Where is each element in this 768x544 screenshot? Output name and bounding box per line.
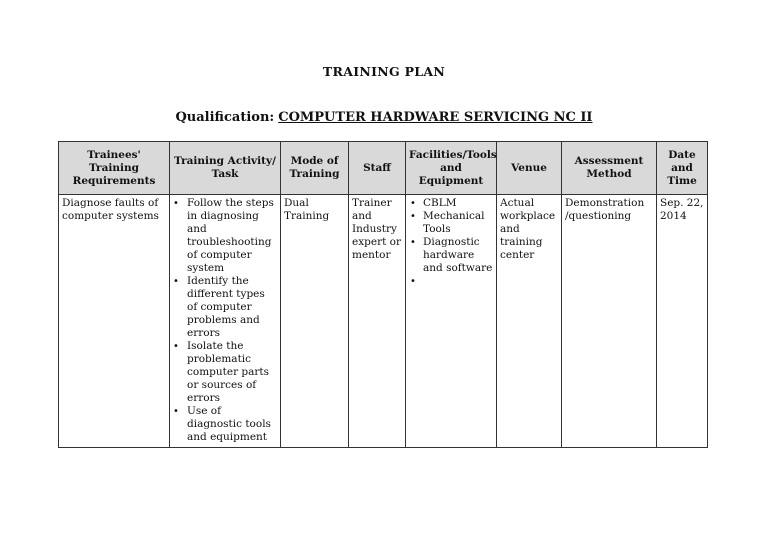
header-activity-line2: Task <box>211 168 239 180</box>
list-item: • Follow the steps in diagnosing and troubleshooting of computer system <box>187 197 277 275</box>
cell-venue: Actual workplace and training center <box>497 195 562 448</box>
header-staff: Staff <box>349 142 406 195</box>
list-item: • CBLM <box>423 197 493 210</box>
cell-facilities <box>406 195 497 448</box>
cell-staff: Trainer and Industry expert or mentor <box>349 195 406 448</box>
qualification-label: Qualification: <box>175 110 275 125</box>
header-row <box>59 142 708 195</box>
header-activity-line1: Training Activity/ <box>174 155 276 167</box>
qualification-line <box>0 110 768 125</box>
header-requirements: Trainees' Training Requirements <box>59 142 170 195</box>
list-item: • Diagnostic hardware and software <box>423 236 493 275</box>
header-activity <box>170 142 281 195</box>
cell-date: Sep. 22, 2014 <box>657 195 708 448</box>
training-plan-table <box>58 141 708 448</box>
header-date: Date and Time <box>657 142 708 195</box>
qualification-value: COMPUTER HARDWARE SERVICING NC II <box>278 110 593 125</box>
facilities-list <box>409 197 493 288</box>
table-row <box>59 195 708 448</box>
list-item <box>423 275 493 288</box>
cell-mode: Dual Training <box>281 195 349 448</box>
header-venue: Venue <box>497 142 562 195</box>
list-item: • Isolate the problematic computer parts or sources of errors <box>187 340 277 405</box>
list-item: • Mechanical Tools <box>423 210 493 236</box>
header-assessment: Assessment Method <box>562 142 657 195</box>
list-item: • Identify the different types of computer problems and errors <box>187 275 277 340</box>
header-mode: Mode of Training <box>281 142 349 195</box>
header-facilities: Facilities/Tools and Equipment <box>406 142 497 195</box>
cell-requirements: Diagnose faults of computer systems <box>59 195 170 448</box>
activity-list <box>173 197 277 444</box>
document-title: TRAINING PLAN <box>322 64 446 79</box>
list-item: • Use of diagnostic tools and equipment <box>187 405 277 444</box>
cell-assessment: Demonstration /questioning <box>562 195 657 448</box>
cell-activities <box>170 195 281 448</box>
